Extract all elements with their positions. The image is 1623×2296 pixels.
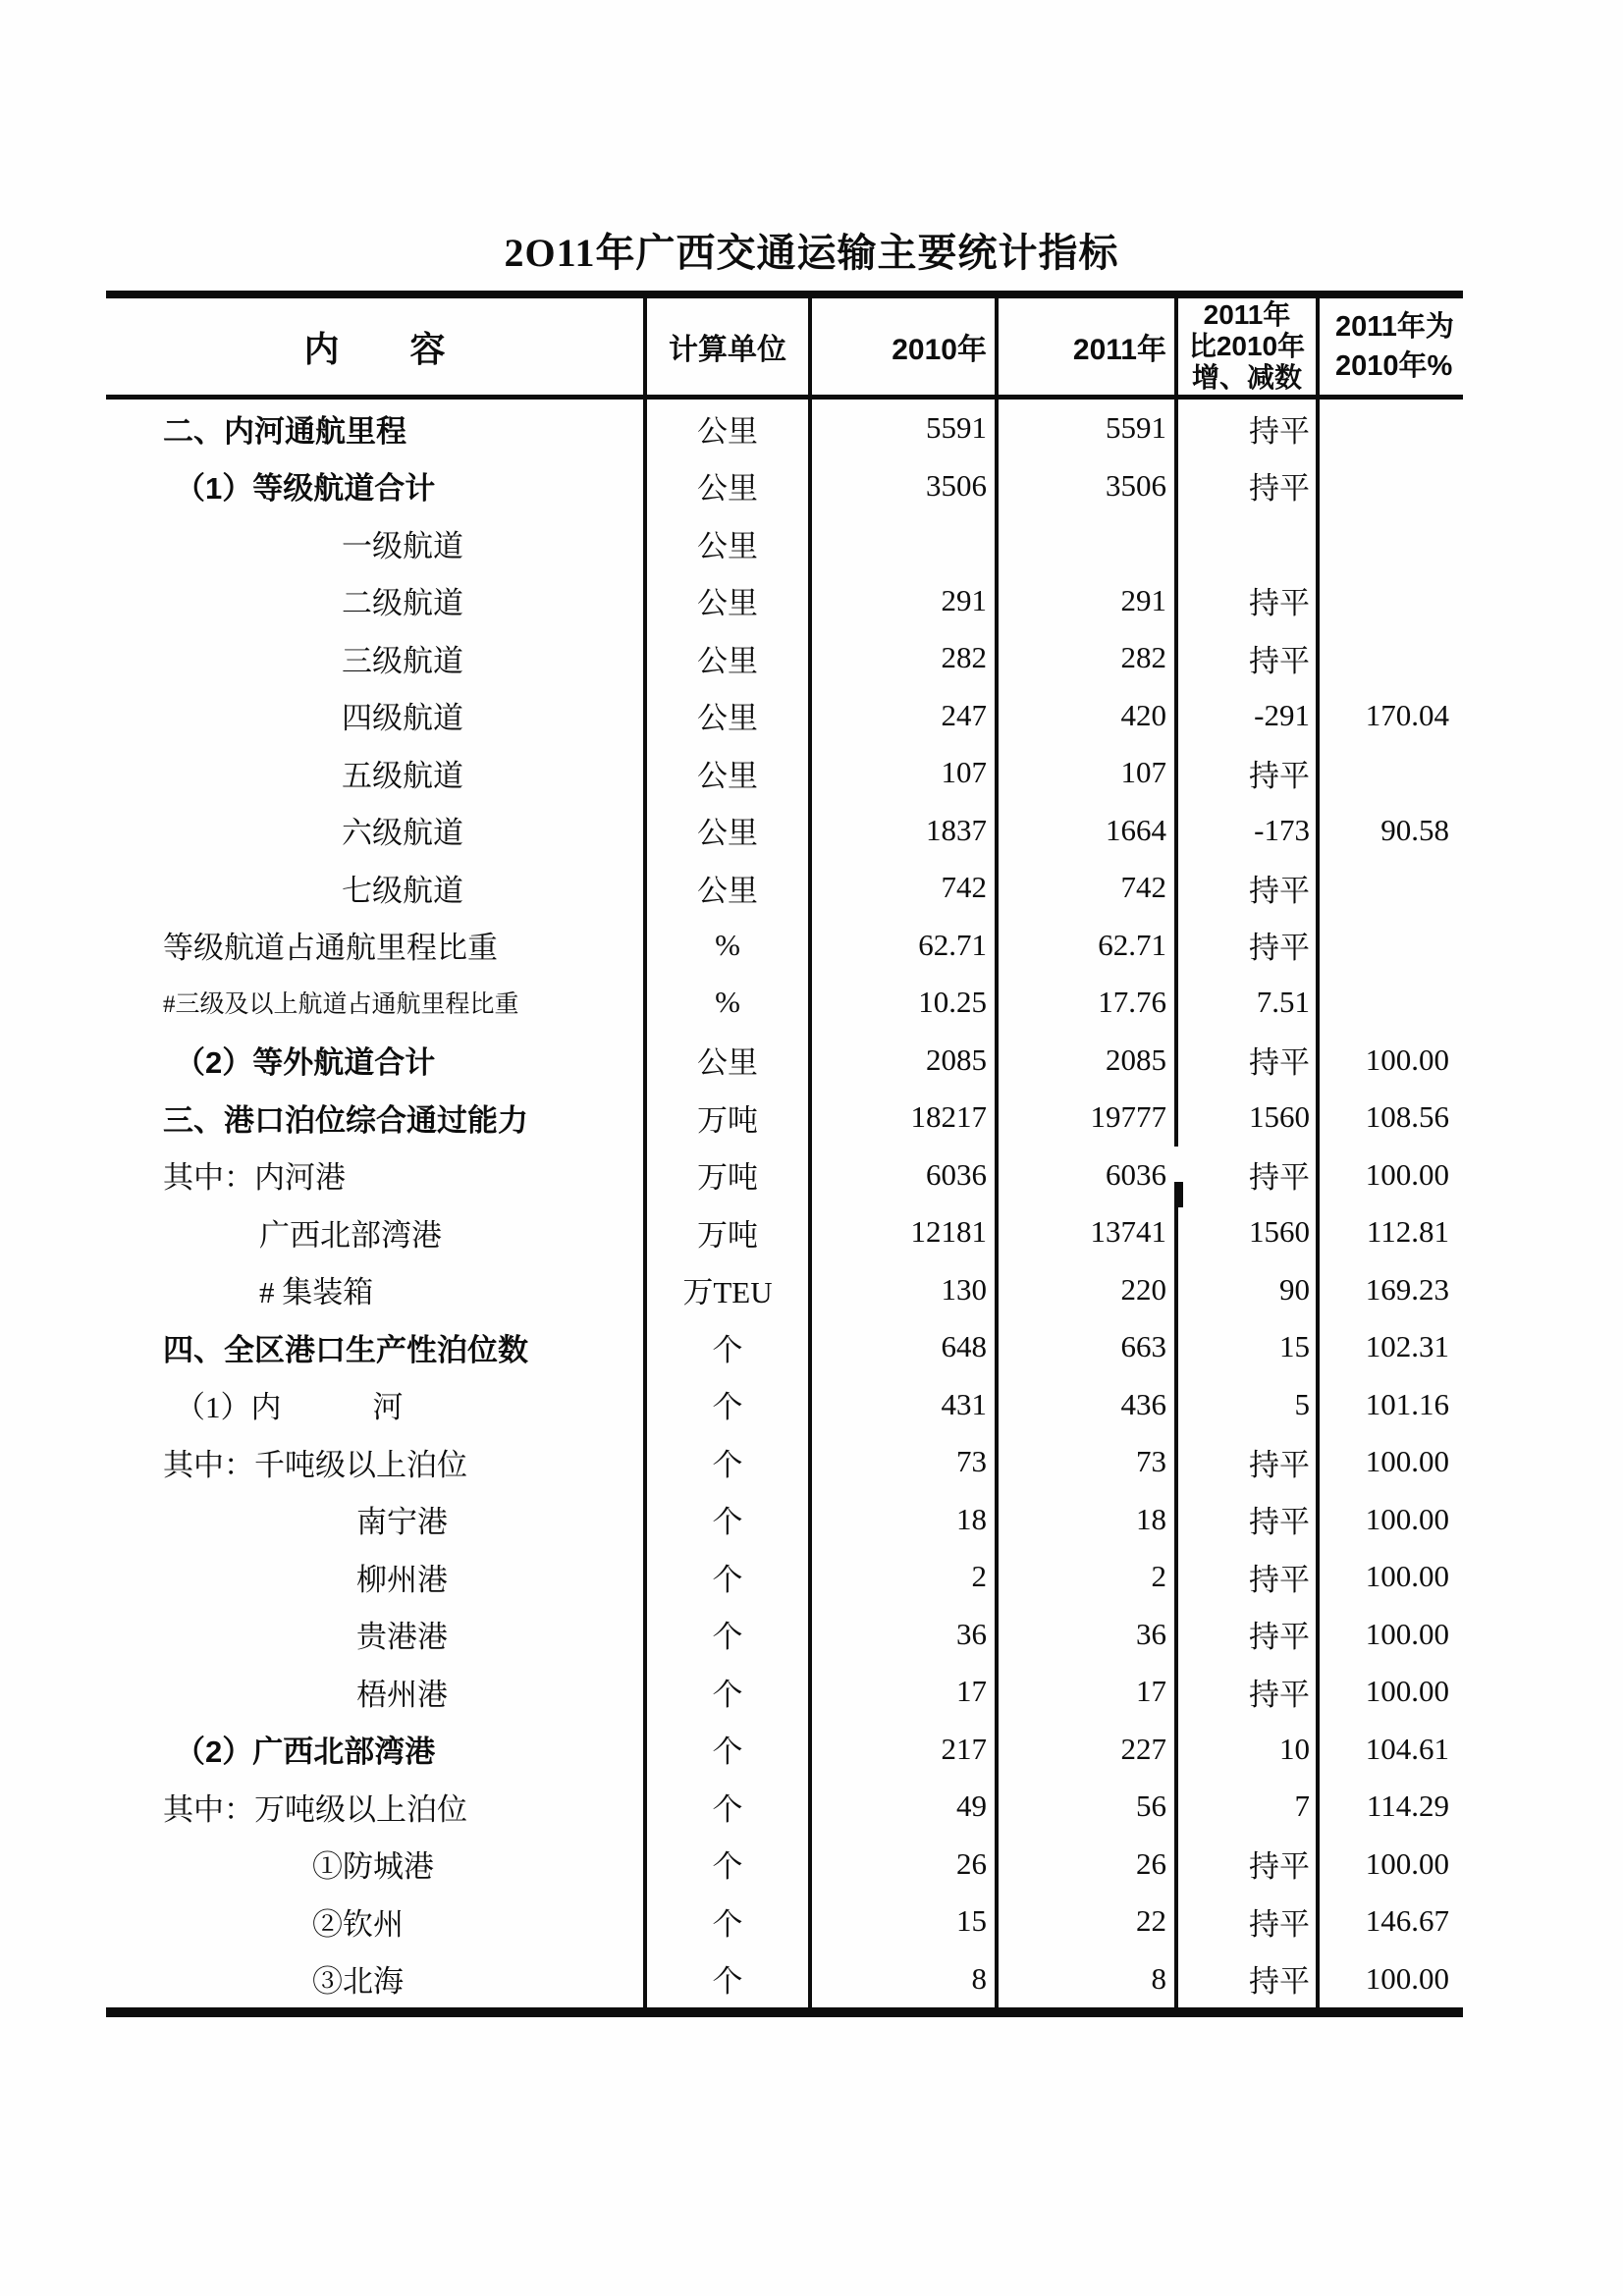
row-label-cell: 贵港港 — [356, 1620, 448, 1655]
row-label-cell: 柳州港 — [356, 1562, 448, 1597]
unit-cell: 万TEU — [643, 1261, 808, 1319]
value-2011-cell: 742 — [995, 859, 1174, 917]
unit-cell: 个 — [643, 1376, 808, 1434]
value-2011-cell: 6036 — [995, 1147, 1174, 1204]
value-2011-cell: 17.76 — [995, 974, 1174, 1032]
header-unit: 计算单位 — [643, 298, 808, 395]
table-row — [106, 629, 1463, 687]
value-2011-cell: 56 — [995, 1778, 1174, 1836]
row-label-cell: 七级航道 — [342, 873, 463, 908]
unit-cell: 公里 — [643, 629, 808, 687]
value-2010-cell: 282 — [808, 629, 995, 687]
change-cell: 持平 — [1174, 1433, 1316, 1491]
table-row — [106, 1261, 1463, 1319]
change-cell: 持平 — [1174, 1663, 1316, 1721]
change-cell: -173 — [1174, 802, 1316, 860]
value-2010-cell: 431 — [808, 1376, 995, 1434]
change-cell: 持平 — [1174, 744, 1316, 802]
value-2010-cell: 742 — [808, 859, 995, 917]
percent-cell — [1316, 629, 1463, 687]
percent-cell: 100.00 — [1316, 1032, 1463, 1090]
percent-cell: 112.81 — [1316, 1203, 1463, 1261]
table-row — [106, 400, 1463, 457]
table-row — [106, 457, 1463, 515]
table-row — [106, 974, 1463, 1032]
value-2011-cell: 3506 — [995, 457, 1174, 515]
percent-cell: 146.67 — [1316, 1893, 1463, 1950]
unit-cell: 万吨 — [643, 1089, 808, 1147]
header-change — [1174, 298, 1316, 395]
percent-cell: 90.58 — [1316, 802, 1463, 860]
value-2011-cell: 420 — [995, 687, 1174, 745]
value-2011-cell: 220 — [995, 1261, 1174, 1319]
value-2011-cell — [995, 514, 1174, 572]
value-2011-cell: 22 — [995, 1893, 1174, 1950]
change-cell: 持平 — [1174, 1548, 1316, 1606]
percent-cell: 170.04 — [1316, 687, 1463, 745]
header-year-2011: 2011年 — [995, 298, 1174, 395]
table-row — [106, 802, 1463, 860]
value-2010-cell: 62.71 — [808, 917, 995, 975]
percent-cell: 100.00 — [1316, 1433, 1463, 1491]
change-cell: 7.51 — [1174, 974, 1316, 1032]
percent-cell — [1316, 572, 1463, 630]
percent-cell: 114.29 — [1316, 1778, 1463, 1836]
change-cell: 持平 — [1174, 1491, 1316, 1549]
table-row — [106, 917, 1463, 975]
value-2011-cell: 107 — [995, 744, 1174, 802]
unit-cell: 万吨 — [643, 1147, 808, 1204]
table-row — [106, 1433, 1463, 1491]
value-2010-cell: 5591 — [808, 400, 995, 457]
change-cell: 1560 — [1174, 1089, 1316, 1147]
change-cell: 持平 — [1174, 859, 1316, 917]
value-2011-cell: 1664 — [995, 802, 1174, 860]
percent-cell: 104.61 — [1316, 1721, 1463, 1779]
value-2011-cell: 73 — [995, 1433, 1174, 1491]
row-label-cell: ③北海 — [312, 1964, 404, 2000]
table-row — [106, 1203, 1463, 1261]
table-row — [106, 687, 1463, 745]
percent-cell: 100.00 — [1316, 1836, 1463, 1894]
unit-cell: 个 — [643, 1721, 808, 1779]
change-cell: 90 — [1174, 1261, 1316, 1319]
value-2010-cell: 1837 — [808, 802, 995, 860]
percent-cell: 100.00 — [1316, 1491, 1463, 1549]
value-2011-cell: 26 — [995, 1836, 1174, 1894]
value-2010-cell: 26 — [808, 1836, 995, 1894]
table-row — [106, 1950, 1463, 2008]
percent-cell — [1316, 514, 1463, 572]
value-2011-cell: 18 — [995, 1491, 1174, 1549]
value-2011-cell: 36 — [995, 1606, 1174, 1664]
unit-cell: 万吨 — [643, 1203, 808, 1261]
row-label-cell: 广西北部湾港 — [259, 1217, 442, 1253]
value-2010-cell: 217 — [808, 1721, 995, 1779]
row-label-cell: 六级航道 — [342, 816, 463, 851]
unit-cell: 个 — [643, 1548, 808, 1606]
change-cell: 7 — [1174, 1778, 1316, 1836]
value-2010-cell: 8 — [808, 1950, 995, 2008]
table-row — [106, 859, 1463, 917]
row-label-cell: 梧州港 — [356, 1677, 448, 1712]
percent-cell: 101.16 — [1316, 1376, 1463, 1434]
change-cell: 持平 — [1174, 572, 1316, 630]
unit-cell: 公里 — [643, 1032, 808, 1090]
percent-cell — [1316, 457, 1463, 515]
unit-cell: 个 — [643, 1318, 808, 1376]
value-2011-cell: 663 — [995, 1318, 1174, 1376]
value-2010-cell — [808, 514, 995, 572]
value-2011-cell: 2 — [995, 1548, 1174, 1606]
header-percent — [1316, 298, 1463, 395]
unit-cell: 个 — [643, 1836, 808, 1894]
percent-cell: 100.00 — [1316, 1663, 1463, 1721]
unit-cell: 个 — [643, 1778, 808, 1836]
unit-cell: 公里 — [643, 514, 808, 572]
value-2010-cell: 10.25 — [808, 974, 995, 1032]
header-year-2010: 2010年 — [808, 298, 995, 395]
unit-cell: 公里 — [643, 400, 808, 457]
value-2011-cell: 19777 — [995, 1089, 1174, 1147]
header-change-line2: 比2010年 — [1188, 331, 1306, 361]
row-label-cell: （2）广西北部湾港 — [175, 1735, 436, 1770]
unit-cell: 个 — [643, 1950, 808, 2008]
percent-cell: 100.00 — [1316, 1147, 1463, 1204]
table-row — [106, 1491, 1463, 1549]
unit-cell: 个 — [643, 1663, 808, 1721]
value-2011-cell: 291 — [995, 572, 1174, 630]
percent-cell: 100.00 — [1316, 1548, 1463, 1606]
change-cell: 持平 — [1174, 629, 1316, 687]
row-label-cell: 等级航道占通航里程比重 — [163, 931, 498, 966]
percent-cell: 100.00 — [1316, 1606, 1463, 1664]
table-row — [106, 1663, 1463, 1721]
value-2011-cell: 62.71 — [995, 917, 1174, 975]
change-cell: 15 — [1174, 1318, 1316, 1376]
value-2011-cell: 227 — [995, 1721, 1174, 1779]
header-percent-line2: 2010年% — [1335, 350, 1453, 382]
table-row — [106, 514, 1463, 572]
row-label-cell: #三级及以上航道占通航里程比重 — [163, 991, 519, 1019]
row-label-cell: 三、港口泊位综合通过能力 — [163, 1102, 528, 1138]
table-row — [106, 744, 1463, 802]
value-2010-cell: 49 — [808, 1778, 995, 1836]
change-cell: 持平 — [1174, 400, 1316, 457]
table-row — [106, 1147, 1463, 1204]
table-row — [106, 572, 1463, 630]
value-2011-cell: 436 — [995, 1376, 1174, 1434]
percent-cell: 100.00 — [1316, 1950, 1463, 2008]
unit-cell: 公里 — [643, 802, 808, 860]
table-row — [106, 1836, 1463, 1894]
unit-cell: 公里 — [643, 457, 808, 515]
row-label-cell: 南宁港 — [356, 1505, 448, 1540]
header-change-line1: 2011年 — [1203, 299, 1291, 330]
change-cell: 1560 — [1174, 1203, 1316, 1261]
value-2010-cell: 648 — [808, 1318, 995, 1376]
unit-cell: 公里 — [643, 859, 808, 917]
value-2010-cell: 107 — [808, 744, 995, 802]
percent-cell — [1316, 917, 1463, 975]
row-label-cell: 二、内河通航里程 — [163, 413, 406, 449]
value-2010-cell: 6036 — [808, 1147, 995, 1204]
row-label-cell: # 集装箱 — [259, 1275, 374, 1310]
header-change-line3: 增、减数 — [1191, 362, 1302, 393]
change-cell: 持平 — [1174, 1950, 1316, 2008]
change-cell: 持平 — [1174, 457, 1316, 515]
row-label-cell: 其中：内河港 — [163, 1160, 346, 1196]
table-row — [106, 1893, 1463, 1950]
row-label-cell: 其中：千吨级以上泊位 — [163, 1447, 467, 1482]
table-header-row — [106, 298, 1463, 400]
unit-cell: 个 — [643, 1433, 808, 1491]
percent-cell: 108.56 — [1316, 1089, 1463, 1147]
table-row — [106, 1548, 1463, 1606]
change-cell: -291 — [1174, 687, 1316, 745]
value-2010-cell: 291 — [808, 572, 995, 630]
value-2010-cell: 247 — [808, 687, 995, 745]
change-cell: 持平 — [1174, 1032, 1316, 1090]
percent-cell — [1316, 400, 1463, 457]
row-label-cell: 一级航道 — [342, 528, 463, 563]
row-label-cell: 二级航道 — [342, 586, 463, 621]
table-body — [106, 400, 1463, 2007]
row-label-cell: 三级航道 — [342, 643, 463, 678]
table-row — [106, 1606, 1463, 1664]
row-label-cell: 四级航道 — [342, 701, 463, 736]
value-2010-cell: 12181 — [808, 1203, 995, 1261]
value-2010-cell: 18 — [808, 1491, 995, 1549]
change-cell: 持平 — [1174, 1836, 1316, 1894]
value-2011-cell: 17 — [995, 1663, 1174, 1721]
table-row — [106, 1376, 1463, 1434]
table-row — [106, 1318, 1463, 1376]
unit-cell: 个 — [643, 1893, 808, 1950]
row-label-cell: （2）等外航道合计 — [175, 1045, 436, 1081]
value-2010-cell: 2 — [808, 1548, 995, 1606]
value-2010-cell: 3506 — [808, 457, 995, 515]
change-cell — [1174, 514, 1316, 572]
value-2011-cell: 8 — [995, 1950, 1174, 2008]
value-2010-cell: 15 — [808, 1893, 995, 1950]
table-row — [106, 1778, 1463, 1836]
row-label-cell: ②钦州 — [312, 1906, 404, 1942]
row-label-cell: 其中：万吨级以上泊位 — [163, 1791, 467, 1827]
percent-cell — [1316, 859, 1463, 917]
value-2011-cell: 282 — [995, 629, 1174, 687]
change-cell: 10 — [1174, 1721, 1316, 1779]
header-percent-line1: 2011年为 — [1335, 311, 1454, 343]
value-2010-cell: 2085 — [808, 1032, 995, 1090]
unit-cell: 个 — [643, 1491, 808, 1549]
unit-cell: % — [643, 974, 808, 1032]
table-row — [106, 1032, 1463, 1090]
unit-cell: % — [643, 917, 808, 975]
row-label-cell: （1）内 河 — [175, 1390, 404, 1425]
unit-cell: 公里 — [643, 572, 808, 630]
table-row — [106, 1721, 1463, 1779]
change-cell: 5 — [1174, 1376, 1316, 1434]
statistics-table — [106, 291, 1463, 2017]
row-label-cell: 五级航道 — [342, 758, 463, 793]
unit-cell: 公里 — [643, 687, 808, 745]
change-cell: 持平 — [1174, 1606, 1316, 1664]
value-2010-cell: 17 — [808, 1663, 995, 1721]
value-2010-cell: 130 — [808, 1261, 995, 1319]
percent-cell — [1316, 974, 1463, 1032]
change-cell: 持平 — [1174, 1893, 1316, 1950]
value-2010-cell: 73 — [808, 1433, 995, 1491]
unit-cell: 公里 — [643, 744, 808, 802]
change-cell: 持平 — [1174, 917, 1316, 975]
unit-cell: 个 — [643, 1606, 808, 1664]
table-row — [106, 1089, 1463, 1147]
value-2011-cell: 2085 — [995, 1032, 1174, 1090]
row-label-cell: 四、全区港口生产性泊位数 — [163, 1332, 528, 1367]
value-2010-cell: 36 — [808, 1606, 995, 1664]
row-label-cell: （1）等级航道合计 — [175, 471, 436, 507]
percent-cell: 169.23 — [1316, 1261, 1463, 1319]
change-cell: 持平 — [1174, 1147, 1316, 1204]
row-label-cell: ①防城港 — [312, 1849, 434, 1885]
percent-cell: 102.31 — [1316, 1318, 1463, 1376]
percent-cell — [1316, 744, 1463, 802]
value-2011-cell: 5591 — [995, 400, 1174, 457]
value-2011-cell: 13741 — [995, 1203, 1174, 1261]
page-title: 2O11年广西交通运输主要统计指标 — [504, 231, 1119, 275]
value-2010-cell: 18217 — [808, 1089, 995, 1147]
header-content: 内 容 — [303, 328, 446, 369]
